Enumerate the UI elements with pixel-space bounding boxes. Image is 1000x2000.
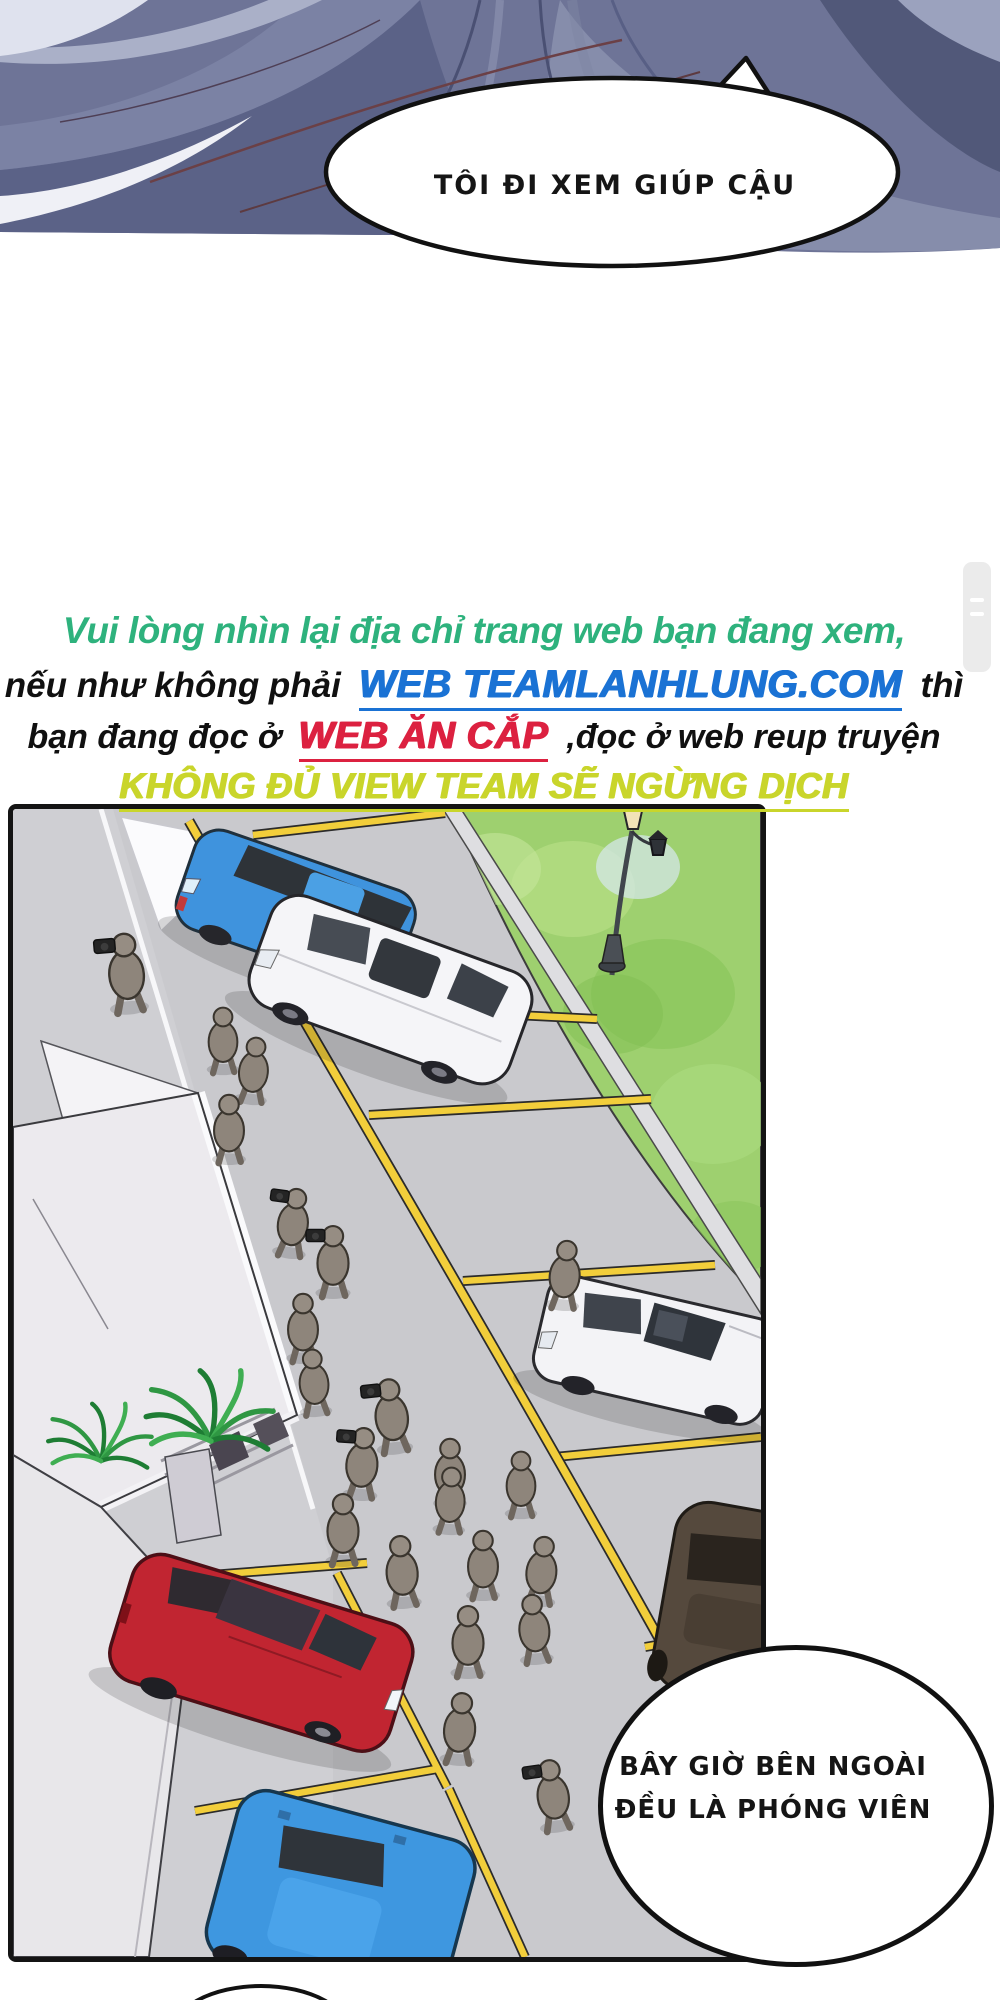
notice-line-2: [0, 663, 968, 707]
notice-line3-prefix: bạn đang đọc ở: [27, 718, 281, 756]
stolen-site-warning-text: WEB ĂN CẮP: [299, 715, 549, 762]
speech-line-2: ĐỀU LÀ PHÓNG VIÊN: [614, 1794, 932, 1825]
scrollbar-grip-line: [970, 598, 984, 602]
scrollbar-thumb[interactable]: [963, 562, 991, 672]
official-site-link-text: WEB TEAMLANHLUNG.COM: [359, 663, 902, 711]
speech-bubble-bottom-text: [613, 1746, 933, 1832]
speech-line-1: BÂY GIỜ BÊN NGOÀI: [619, 1752, 927, 1782]
notice-line-3: [0, 715, 968, 758]
notice-line2-suffix: thì: [920, 666, 964, 705]
notice-line2-prefix: nếu như không phải: [4, 666, 341, 705]
notice-line3-suffix: ,đọc ở web reup truyện: [566, 718, 941, 756]
speech-bubble-top-text: TÔI ĐI XEM GIÚP CẬU: [433, 170, 797, 201]
speech-bubble-top: [318, 52, 918, 274]
notice-line-4: KHÔNG ĐỦ VIEW TEAM SẼ NGỪNG DỊCH: [0, 765, 968, 807]
speech-bubble-bottom: [598, 1645, 994, 1967]
notice-line-1: Vui lòng nhìn lại địa chỉ trang web bạn đang xem,: [62, 610, 906, 651]
scrollbar-grip-line: [970, 612, 984, 616]
partial-speech-bubble: [170, 1984, 352, 2000]
